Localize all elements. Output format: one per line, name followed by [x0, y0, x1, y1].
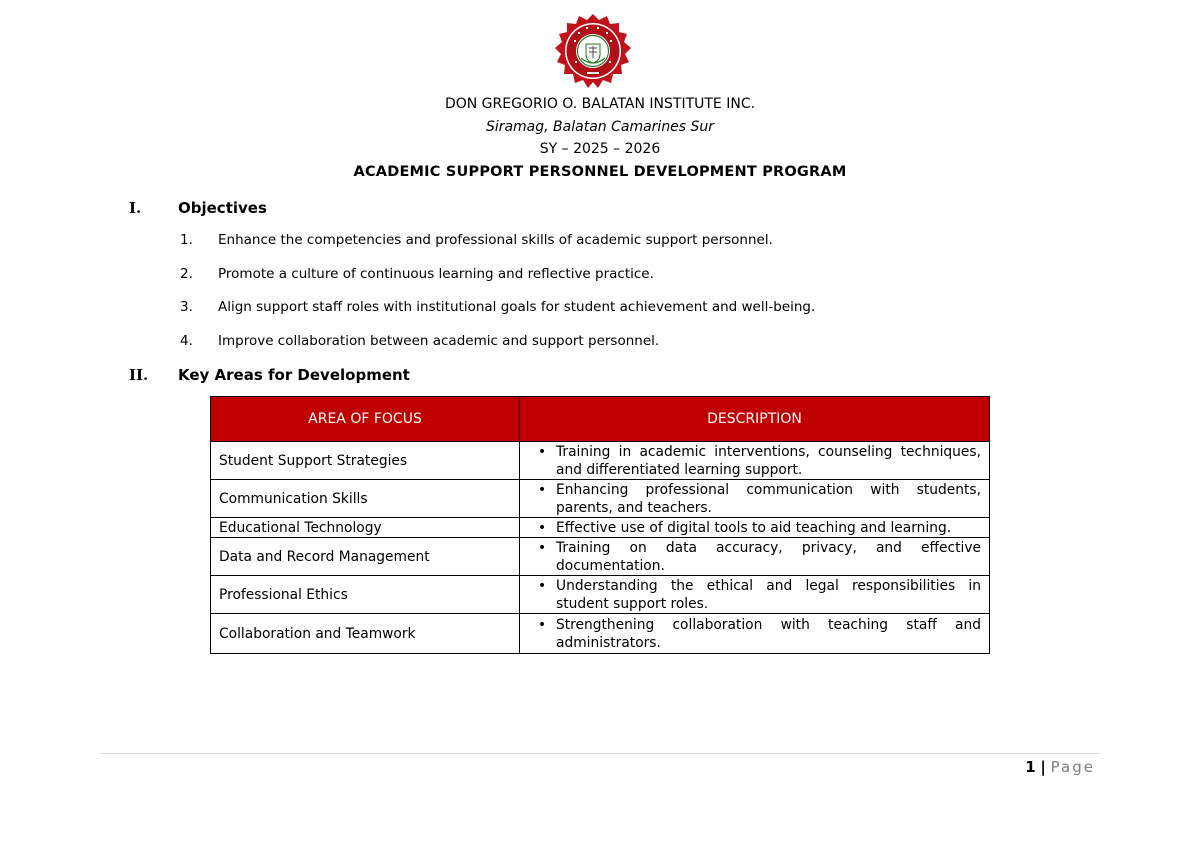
description-cell — [520, 614, 990, 654]
description-text: Enhancing professional communication with students, parents, and teachers. — [556, 481, 981, 516]
area-cell: Communication Skills — [211, 480, 520, 518]
page-number: 1 — [1025, 758, 1036, 776]
description-text: Training on data accuracy, privacy, and effective documentation. — [556, 539, 981, 574]
description-cell — [520, 576, 990, 614]
school-year: SY – 2025 – 2026 — [539, 141, 661, 157]
bullet-icon: • — [538, 577, 547, 594]
column-header-area: AREA OF FOCUS — [211, 397, 520, 442]
objective-text: Align support staff roles with institutional goals for student achievement and well-being. — [218, 299, 816, 315]
area-cell: Student Support Strategies — [211, 442, 520, 480]
objective-text: Enhance the competencies and professional skills of academic support personnel. — [218, 232, 773, 248]
objective-number: 3. — [180, 299, 193, 315]
description-cell — [520, 442, 990, 480]
table-row — [211, 614, 990, 654]
school-address: Siramag, Balatan Camarines Sur — [485, 119, 715, 135]
table-row — [211, 518, 990, 538]
description-text: Training in academic interventions, counseling techniques, and differentiated learning support. — [556, 443, 981, 478]
section-title: Objectives — [178, 199, 267, 217]
objective-text: Improve collaboration between academic and support personnel. — [218, 333, 660, 349]
school-name: DON GREGORIO O. BALATAN INSTITUTE INC. — [444, 96, 756, 112]
bullet-icon: • — [538, 481, 547, 498]
school-seal-logo — [553, 12, 633, 92]
section-number: II. — [129, 366, 149, 384]
area-cell: Collaboration and Teamwork — [211, 614, 520, 654]
description-text: Understanding the ethical and legal responsibilities in student support roles. — [556, 577, 981, 612]
table-row — [211, 576, 990, 614]
section-title: Key Areas for Development — [178, 366, 410, 384]
bullet-icon: • — [538, 539, 547, 556]
key-areas-table — [210, 396, 990, 654]
page-number-label — [1025, 758, 1095, 776]
objective-number: 2. — [180, 266, 193, 282]
bullet-icon: • — [538, 519, 547, 536]
description-cell — [520, 518, 990, 538]
description-cell — [520, 538, 990, 576]
objective-number: 1. — [180, 232, 193, 248]
objective-text: Promote a culture of continuous learning and reflective practice. — [218, 266, 654, 282]
description-text: Effective use of digital tools to aid teaching and learning. — [556, 519, 952, 536]
page-word: Page — [1050, 758, 1095, 776]
bullet-icon: • — [538, 443, 547, 460]
table-row — [211, 538, 990, 576]
page-separator: | — [1040, 758, 1046, 776]
program-title: ACADEMIC SUPPORT PERSONNEL DEVELOPMENT PROGRAM — [353, 164, 847, 180]
table-row — [211, 442, 990, 480]
bullet-icon: • — [538, 616, 547, 633]
table-header-row — [211, 397, 990, 442]
footer-divider — [100, 753, 1100, 754]
area-cell: Educational Technology — [211, 518, 520, 538]
objective-number: 4. — [180, 333, 193, 349]
column-header-description: DESCRIPTION — [520, 397, 990, 442]
description-text: Strengthening collaboration with teaching staff and administrators. — [556, 616, 981, 651]
area-cell: Data and Record Management — [211, 538, 520, 576]
section-number: I. — [129, 199, 142, 217]
area-cell: Professional Ethics — [211, 576, 520, 614]
table-row — [211, 480, 990, 518]
description-cell — [520, 480, 990, 518]
